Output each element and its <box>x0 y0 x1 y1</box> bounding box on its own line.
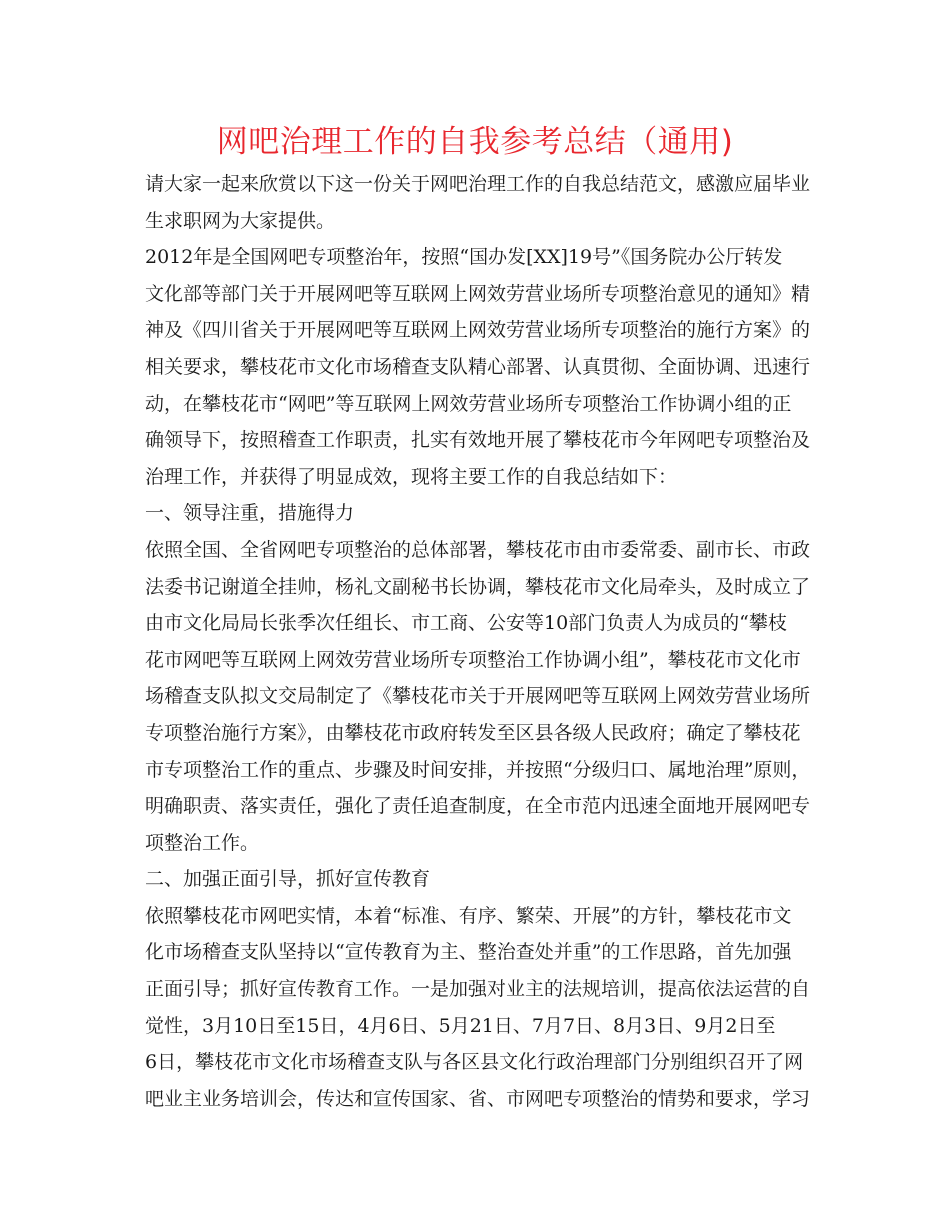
body-line: 请大家一起来欣赏以下这一份关于网吧治理工作的自我总结范文，感激应届毕业 <box>145 173 811 195</box>
section-heading: 二、加强正面引导，抓好宣传教育 <box>145 868 431 891</box>
body-line: 神及《四川省关于开展网吧等互联网上网效劳营业场所专项整治的施行方案》的 <box>145 319 811 342</box>
document-body <box>145 166 815 1117</box>
body-line: 6日，攀枝花市文化市场稽查支队与各区县文化行政治理部门分别组织召开了网 <box>145 1051 804 1074</box>
body-line: 2012年是全国网吧专项整治年，按照“国办发[XX]19号”《国务院办公厅转发 <box>145 246 783 269</box>
body-line: 场稽查支队拟文交局制定了《攀枝花市关于开展网吧等互联网上网效劳营业场所 <box>145 685 811 708</box>
body-line: 觉性，3月10日至15日，4月6日、5月21日、7月7日、8月3日、9月2日至 <box>145 1014 776 1037</box>
body-line: 由市文化局局长张季次任组长、市工商、公安等10部门负责人为成员的“攀枝 <box>145 612 787 635</box>
body-line: 动，在攀枝花市“网吧”等互联网上网效劳营业场所专项整治工作协调小组的正 <box>145 392 792 415</box>
body-line: 相关要求，攀枝花市文化市场稽查支队精心部署、认真贯彻、全面协调、迅速行 <box>145 355 811 378</box>
document-title: 网吧治理工作的自我参考总结（通用) <box>216 124 734 160</box>
body-line: 化市场稽查支队坚持以“宣传教育为主、整治查处并重”的工作思路，首先加强 <box>145 941 792 964</box>
body-line: 法委书记谢道全挂帅，杨礼文副秘书长协调，攀枝花市文化局牵头，及时成立了 <box>145 575 811 598</box>
body-line: 正面引导；抓好宣传教育工作。一是加强对业主的法规培训，提高依法运营的自 <box>145 978 811 1001</box>
body-line: 项整治工作。 <box>145 831 260 854</box>
body-line: 吧业主业务培训会，传达和宣传国家、省、市网吧专项整治的情势和要求，学习 <box>145 1087 811 1110</box>
section-heading: 一、领导注重，措施得力 <box>145 502 355 525</box>
body-line: 确领导下，按照稽查工作职责，扎实有效地开展了攀枝花市今年网吧专项整治及 <box>145 429 811 452</box>
body-line: 生求职网为大家提供。 <box>145 209 336 232</box>
body-line: 依照全国、全省网吧专项整治的总体部署，攀枝花市由市委常委、副市长、市政 <box>145 538 811 561</box>
body-line: 治理工作，并获得了明显成效，现将主要工作的自我总结如下： <box>145 465 678 488</box>
body-line: 明确职责、落实责任，强化了责任追查制度，在全市范内迅速全面地开展网吧专 <box>145 795 811 818</box>
body-line: 依照攀枝花市网吧实情，本着“标准、有序、繁荣、开展”的方针，攀枝花市文 <box>145 904 792 927</box>
body-line: 文化部等部门关于开展网吧等互联网上网效劳营业场所专项整治意见的通知》精 <box>145 282 811 305</box>
body-line: 市专项整治工作的重点、步骤及时间安排，并按照“分级归口、属地治理”原则， <box>145 758 811 781</box>
body-line: 专项整治施行方案》，由攀枝花市政府转发至区县各级人民政府；确定了攀枝花 <box>145 721 801 744</box>
body-line: 花市网吧等互联网上网效劳营业场所专项整治工作协调小组”，攀枝花市文化市 <box>145 648 801 671</box>
